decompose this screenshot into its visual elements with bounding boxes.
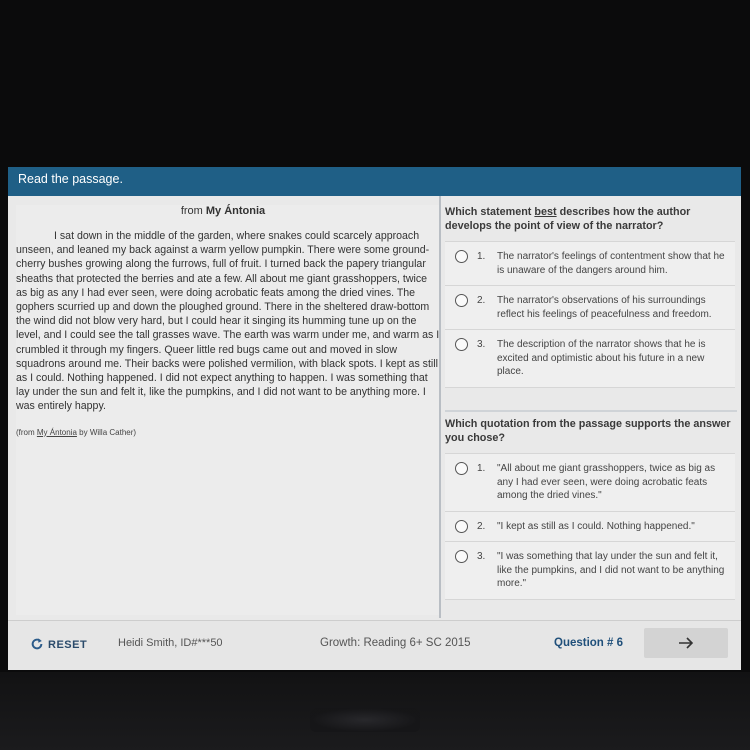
passage-source: [8, 205, 440, 217]
option-text: "I kept as still as I could. Nothing happened.": [497, 520, 695, 532]
reset-button[interactable]: [30, 637, 87, 651]
question-1-text-before: Which statement: [445, 206, 535, 218]
option-number: 2.: [477, 520, 486, 532]
option-text: The narrator's feelings of contentment show that he is unaware of the dangers around him.: [497, 251, 725, 276]
reset-label: RESET: [48, 639, 88, 651]
radio-button[interactable]: [455, 338, 468, 351]
q2-option-2[interactable]: [445, 512, 735, 543]
option-number: 3.: [477, 551, 486, 562]
option-text: "All about me giant grasshoppers, twice as big as any I had ever seen, were doing acrobatic feats among the dried vines.": [497, 463, 716, 501]
question-2: [445, 417, 735, 600]
q1-option-3[interactable]: [445, 330, 735, 388]
radio-button[interactable]: [455, 520, 468, 533]
q2-option-1[interactable]: [445, 454, 735, 512]
radio-button[interactable]: [455, 550, 468, 563]
header-bar: [8, 167, 741, 196]
question-number: Question # 6: [554, 637, 624, 649]
question-1-options: [445, 241, 735, 388]
passage-source-prefix: from: [180, 205, 206, 217]
question-1-text-emph: best: [534, 206, 557, 218]
radio-button[interactable]: [455, 462, 468, 475]
option-number: 2.: [477, 295, 486, 306]
question-2-text: Which quotation from the passage supports the answer you chose?: [445, 418, 731, 444]
question-1: [445, 205, 735, 388]
option-number: 1.: [477, 251, 486, 262]
q1-option-2[interactable]: [445, 286, 735, 330]
q1-option-1[interactable]: [445, 242, 735, 286]
question-2-options: [445, 453, 735, 600]
option-number: 3.: [477, 339, 486, 350]
footer-bar: [8, 620, 741, 670]
refresh-icon: [30, 637, 44, 651]
passage-citation: [16, 428, 440, 437]
question-1-text-after: describes how the author develops the point of view of the narrator?: [445, 206, 691, 232]
panel-divider: [439, 196, 441, 618]
radio-button[interactable]: [455, 250, 468, 263]
option-text: The description of the narrator shows that he is excited and optimistic about his future in a new place.: [497, 339, 706, 377]
passage-source-title: My Ántonia: [205, 205, 266, 217]
citation-prefix: (from: [16, 427, 37, 437]
page-title: Read the passage.: [18, 172, 123, 186]
radio-button[interactable]: [455, 294, 468, 307]
option-text: "I was something that lay under the sun and felt it, like the pumpkins, and I did not want to be anything more.": [497, 551, 725, 589]
passage-text: I sat down in the middle of the garden, where snakes could scarcely approach unseen, and leaned my back against a warm yellow pumpkin. There were some ground-cherry bushes growing along the furrows, full of fruit. I turned back the papery triangular sheaths that protected the berries and ate a few. All about me giant grasshoppers, twice as big as any I had ever seen, were doing acrobatic feats among the dried vines. The gophers scurried up and down the ploughed ground. There in the sheltered draw-bottom the wind did not blow very hard, but I could hear it singing its humming tune up on the level, and I could see the tall grasses wave. The earth was warm under me, and warm as I crumbled it through my fingers. Queer little red bugs came out and moved in slow squadrons around me. Their backs were polished vermilion, with black spots. I kept as still as I could. Nothing happened. I did not expect anything to happen. I was something that lay under the sun and felt it, like the pumpkins, and I did not want to be anything more. I was entirely happy.: [16, 230, 440, 413]
test-name: Growth: Reading 6+ SC 2015: [320, 637, 471, 649]
question-1-text: [445, 205, 735, 233]
q2-option-3[interactable]: [445, 542, 735, 600]
passage-panel: [16, 205, 440, 615]
monitor-logo: [310, 708, 420, 732]
option-number: 1.: [477, 463, 486, 474]
option-text: The narrator's observations of his surroundings reflect his feelings of peacefulness and freedom.: [497, 295, 712, 320]
citation-suffix: by Willa Cather): [76, 427, 137, 437]
citation-title: My Ántonia: [36, 427, 77, 437]
student-info: Heidi Smith, ID#***50: [118, 637, 223, 649]
test-screen: [8, 167, 741, 670]
next-button[interactable]: [644, 628, 728, 658]
question-divider: [445, 410, 737, 412]
arrow-right-icon: [678, 637, 694, 649]
